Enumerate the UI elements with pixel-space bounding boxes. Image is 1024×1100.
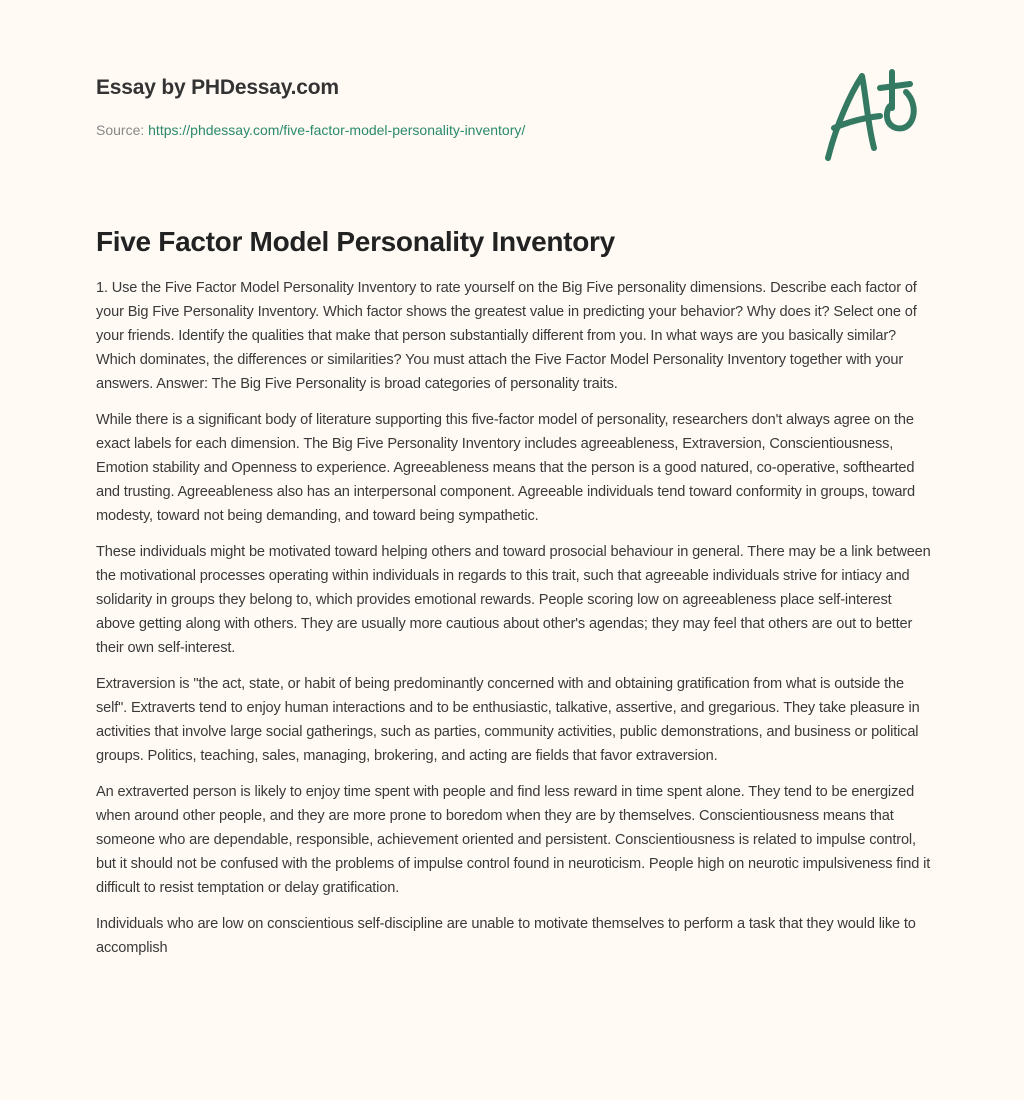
a-plus-logo-icon (822, 66, 932, 166)
paragraph: An extraverted person is likely to enjoy time spent with people and find less reward in time spent alone. They tend to be energized when around other people, and they are more prone to boredom when they are by themselves. Conscientiousness means that someone who are dependable, responsible, achievement oriented and persistent. Conscientiousness is related to impulse control, but it should not be confused with the problems of impulse control found in neuroticism. People high on neurotic impulsiveness find it difficult to resist temptation or delay gratification. (96, 784, 931, 896)
paragraph: Extraversion is "the act, state, or habit of being predominantly concerned with and obtaining gratification from what is outside the self". Extraverts tend to enjoy human interactions and to be enthusiastic, talkative, assertive, and gregarious. They take pleasure in activities that involve large social gatherings, such as parties, community activities, public demonstrations, and business or political groups. Politics, teaching, sales, managing, brokering, and acting are fields that favor extraversion. (96, 676, 920, 764)
article-title: Five Factor Model Personality Inventory (96, 226, 615, 257)
paragraph: Individuals who are low on conscientious self-discipline are unable to motivate themselves to perform a task that they would like to accomplish (96, 916, 916, 956)
paragraph: 1. Use the Five Factor Model Personality Inventory to rate yourself on the Big Five personality dimensions. Describe each factor of your Big Five Personality Inventory. Which factor shows the greatest value in predicting your behavior? Why does it? Select one of your friends. Identify the qualities that make that person substantially different from you. In what ways are you basically similar? Which dominates, the differences or similarities? You must attach the Five Factor Model Personality Inventory together with your answers. Answer: The Big Five Personality is broad categories of personality traits. (96, 280, 917, 392)
header (96, 76, 525, 138)
paragraph: These individuals might be motivated toward helping others and toward prosocial behaviour in general. There may be a link between the motivational processes operating within individuals in regards to this trait, such that agreeable individuals strive for intiacy and solidarity in groups they belong to, which provides emotional rewards. People scoring low on agreeableness place self-interest above getting along with others. They are usually more cautious about other's agendas; they may feel that others are out to better their own self-interest. (96, 544, 931, 656)
source-line (96, 122, 525, 138)
article (96, 226, 932, 972)
site-title: Essay by PHDessay.com (96, 76, 339, 99)
paragraph: While there is a significant body of literature supporting this five-factor model of personality, researchers don't always agree on the exact labels for each dimension. The Big Five Personality Inventory includes agreeableness, Extraversion, Conscientiousness, Emotion stability and Openness to experience. Agreeableness means that the person is a good natured, co-operative, softhearted and trusting. Agreeableness also has an interpersonal component. Agreeable individuals tend toward conformity in groups, toward modesty, toward not being demanding, and toward being sympathetic. (96, 412, 915, 524)
source-label: Source: (96, 122, 145, 138)
source-link[interactable]: https://phdessay.com/five-factor-model-personality-inventory/ (148, 122, 526, 138)
